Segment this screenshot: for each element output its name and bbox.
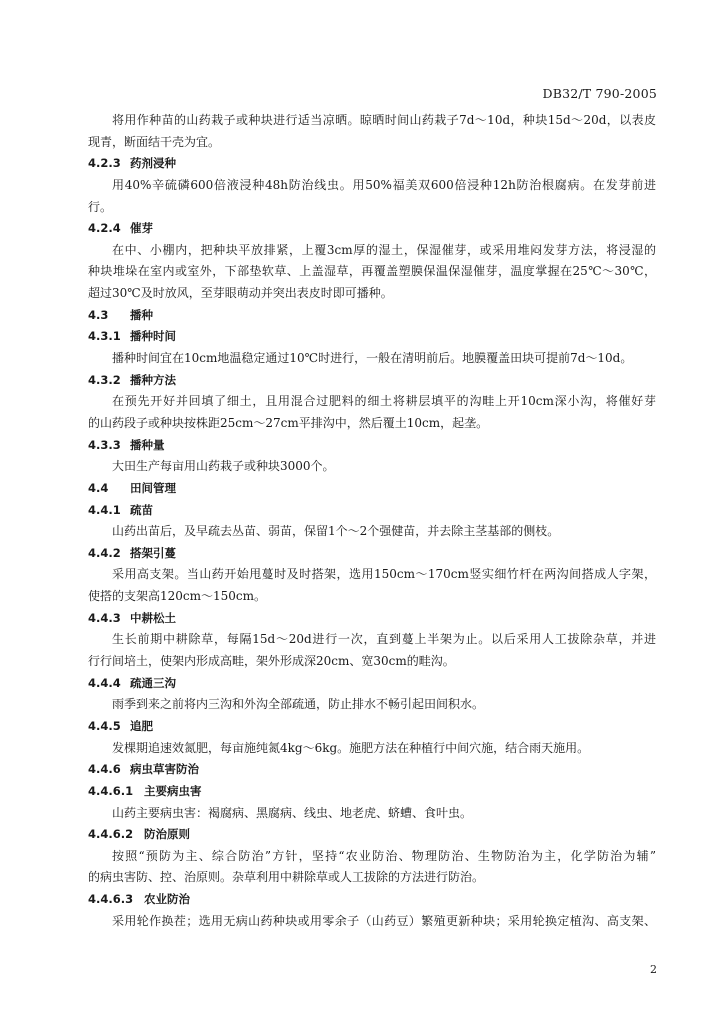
section-number: 4.4.2 <box>88 545 121 560</box>
section-heading <box>88 889 656 911</box>
section-heading <box>88 218 656 240</box>
document-body <box>88 110 656 932</box>
section-title: 中耕松土 <box>130 610 176 625</box>
document-code: DB32/T 790-2005 <box>542 86 657 101</box>
paragraph-line: 在中、小棚内，把种块平放排紧，上覆3cm厚的湿土，保湿催芽，或采用堆闷发芽方法，将浸湿的 <box>112 242 656 257</box>
section-title: 催芽 <box>130 221 153 236</box>
section-heading <box>88 824 656 846</box>
paragraph-line: 发棵期追速效氮肥，每亩施纯氮4kg～6kg。施肥方法在种植行中间穴施，结合雨天施用。 <box>112 740 590 755</box>
section-heading <box>88 716 656 738</box>
section-title: 主要病虫害 <box>144 783 202 798</box>
section-heading <box>88 435 656 457</box>
paragraph-line: 现青，断面结干壳为宜。 <box>88 134 221 149</box>
paragraph-line: 山药出苗后，及早疏去丛苗、弱苗，保留1个～2个强健苗，并去除主茎基部的侧枝。 <box>112 524 560 539</box>
paragraph-line: 在预先开好并回填了细土，且用混合过肥料的细土将耕层填平的沟畦上开10cm深小沟，将催好芽 <box>112 394 656 409</box>
paragraph-line: 雨季到来之前将内三沟和外沟全部疏通，防止排水不畅引起田间积水。 <box>112 697 485 712</box>
section-number: 4.3.2 <box>88 372 121 387</box>
paragraph-line: 行。 <box>88 199 113 214</box>
section-number: 4.4.6 <box>88 762 121 777</box>
section-number: 4.4.6.1 <box>88 783 134 798</box>
section-number: 4.3.3 <box>88 437 121 452</box>
paragraph-line: 大田生产每亩用山药栽子或种块3000个。 <box>112 459 335 474</box>
section-title: 追肥 <box>130 718 153 733</box>
section-heading <box>88 370 656 392</box>
section-number: 4.4 <box>88 480 109 495</box>
section-heading <box>88 543 656 565</box>
section-number: 4.4.5 <box>88 718 121 733</box>
section-heading <box>88 326 656 348</box>
paragraph-line: 行行间培土，使架内形成高畦，架外形成深20cm、宽30cm的畦沟。 <box>88 654 455 669</box>
paragraph-line: 采用轮作换茬；选用无病山药种块或用零余子（山药豆）繁殖更新种块；采用轮换定植沟、高支架、 <box>112 913 656 928</box>
section-number: 4.2.3 <box>88 156 121 171</box>
paragraph-line: 的病虫害防、控、治原则。杂草利用中耕除草或人工拔除的方法进行防治。 <box>88 870 485 885</box>
section-heading <box>88 153 656 175</box>
section-number: 4.3 <box>88 307 109 322</box>
section-number: 4.3.1 <box>88 329 121 344</box>
section-title: 播种量 <box>130 437 165 452</box>
section-title: 农业防治 <box>144 892 190 907</box>
section-title: 防治原则 <box>144 827 190 842</box>
paragraph-line: 超过30℃及时放风，至芽眼萌动并突出表皮时即可播种。 <box>88 286 393 301</box>
section-title: 播种时间 <box>130 329 176 344</box>
section-number: 4.4.6.2 <box>88 827 134 842</box>
paragraph-line: 采用高支架。当山药开始甩蔓时及时搭架，选用150cm～170cm竖实细竹杆在两沟间搭成人字架， <box>112 567 656 582</box>
section-title: 播种方法 <box>130 372 176 387</box>
section-heading <box>88 759 656 781</box>
paragraph-line: 的山药段子或种块按株距25cm～27cm平排沟中，然后覆土10cm，起垄。 <box>88 415 489 430</box>
paragraph-line: 使搭的支架高120cm～150cm。 <box>88 589 267 604</box>
section-heading <box>88 478 656 500</box>
paragraph-line: 将用作种苗的山药栽子或种块进行适当凉晒。晾晒时间山药栽子7d～10d，种块15d～20d，以表皮 <box>112 113 656 127</box>
section-heading <box>88 500 656 522</box>
section-title: 疏通三沟 <box>130 675 176 690</box>
page-number: 2 <box>650 963 657 976</box>
section-title: 搭架引蔓 <box>130 545 176 560</box>
section-heading <box>88 781 656 803</box>
section-heading <box>88 673 656 695</box>
paragraph-line: 种块堆垛在室内或室外，下部垫软草、上盖湿草，再覆盖塑膜保温保湿催芽，温度掌握在25℃～30℃， <box>88 264 656 279</box>
section-number: 4.4.3 <box>88 610 121 625</box>
paragraph-line: 山药主要病虫害：褐腐病、黑腐病、线虫、地老虎、蛴螬、食叶虫。 <box>112 805 473 820</box>
section-heading <box>88 305 656 327</box>
section-title: 疏苗 <box>130 502 153 517</box>
section-title: 田间管理 <box>130 480 176 495</box>
paragraph-line: 生长前期中耕除草，每隔15d～20d进行一次，直到蔓上半架为止。以后采用人工拔除杂草，并进 <box>112 632 656 647</box>
section-number: 4.4.1 <box>88 502 121 517</box>
paragraph-line: 用40%辛硫磷600倍液浸种48h防治线虫。用50%福美双600倍浸种12h防治根腐病。在发芽前进 <box>112 177 656 192</box>
section-number: 4.4.6.3 <box>88 892 134 907</box>
section-title: 播种 <box>130 307 153 322</box>
section-number: 4.2.4 <box>88 221 121 236</box>
section-title: 病虫草害防治 <box>130 762 199 777</box>
paragraph-line: 按照“预防为主、综合防治”方针，坚持“农业防治、物理防治、生物防治为主，化学防治为辅” <box>112 848 656 863</box>
section-number: 4.4.4 <box>88 675 121 690</box>
paragraph-line: 播种时间宜在10cm地温稳定通过10℃时进行，一般在清明前后。地膜覆盖田块可提前7d～10d。 <box>112 351 633 366</box>
section-heading <box>88 608 656 630</box>
section-title: 药剂浸种 <box>130 156 176 171</box>
